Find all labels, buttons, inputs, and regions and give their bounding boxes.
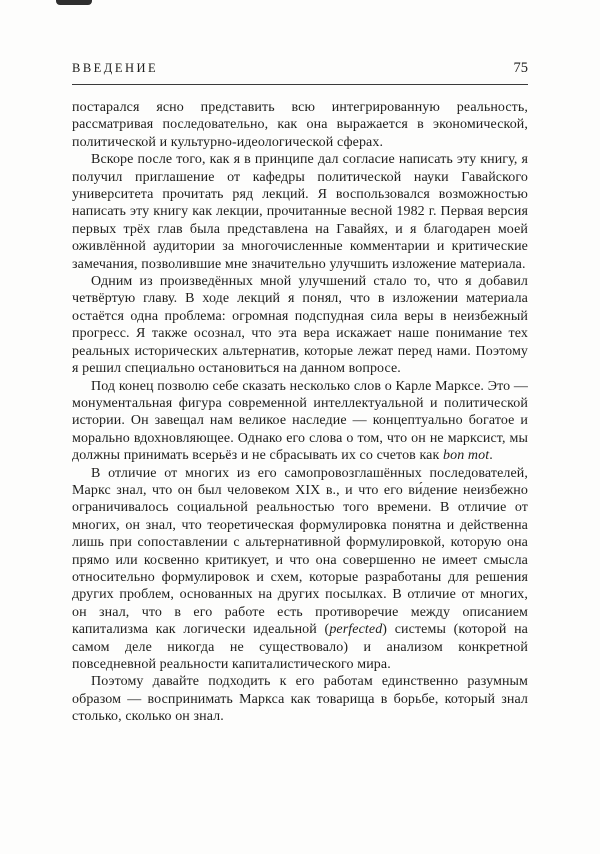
paragraph <box>72 273 528 377</box>
running-header <box>72 60 528 85</box>
running-title: ВВЕДЕНИЕ <box>72 61 159 75</box>
text-run: Поэтому давайте подходить к его работам единственно разумным образом — воспринимать Маркса как товарища в борьбе, который знал столько, сколько он знал. <box>72 674 528 725</box>
page-body <box>72 99 528 726</box>
text-run: Вскоре после того, как я в принципе дал согласие написать эту книгу, я получил приглашение от кафедры политической науки Гавайского университета прочитать ряд лекций. Я воспользовался возможностью написать эту книгу как лекции, прочитанные весной 1982 г. Первая версия первых трёх глав была представлена на Гавайях, и я благодарен моей оживлённой аудитории за многочисленные комментарии и критические замечания, позволившие мне значительно улучшить изложение материала. <box>72 152 528 272</box>
paragraph <box>72 465 528 674</box>
text-run: постарался ясно представить всю интегрированную реальность, рассматривая последовательно, как она выражается в экономической, политической и культурно-идеологической сферах. <box>72 100 528 150</box>
text-run: ) системы (которой на самом деле никогда не существовало) и анализом конкретной повседневной реальности капиталистического мира. <box>72 622 528 672</box>
text-run: В отличие от многих из его самопровозглашённых последователей, Маркс знал, что он был человеком XIX в., и что его ви́дение неизбежно ограничивалось социальной реальностью того времени. В отличие от многих, он знал, что теоретическая формулировка понятна и действенна лишь при сопоставлении с альтернативной формулировкой, которую она прямо или косвенно критикует, и что она совершенно не имеет смысла относительно формулировок и схем, которые разработаны для решения других проблем, основанных на других посылках. В отличие от многих, он знал, что в его работе есть противоречие между описанием капитализма как логически идеальной ( <box>72 465 528 638</box>
paragraph <box>72 151 528 273</box>
text-run: Одним из произведённых мной улучшений стало то, что я добавил четвёртую главу. В ходе лекций я понял, что в изложении материала остаётся одна проблема: огромная подспудная сила веры в неизбежный прогресс. Я также осознал, что эта вера искажает наше понимание тех реальных исторических альтернатив, которые лежат перед нами. Поэтому я решил специально остановиться на данном вопросе. <box>72 274 528 377</box>
italic-run: bon mot <box>443 448 490 464</box>
italic-run: perfected <box>329 622 383 638</box>
page-number: 75 <box>513 60 528 76</box>
text-run: Под конец позволю себе сказать несколько слов о Карле Марксе. Это — монументальная фигура современной интеллектуальной и политической истории. Он завещал нам великое наследие — концептуально богатое и морально вдохновляющее. Однако его слова о том, что он не марксист, мы должны принимать всерьёз и не сбрасывать их со счетов как <box>72 378 528 464</box>
paragraph <box>72 378 528 465</box>
paragraph <box>72 99 528 151</box>
paragraph <box>72 673 528 725</box>
text-run: . <box>489 448 493 464</box>
